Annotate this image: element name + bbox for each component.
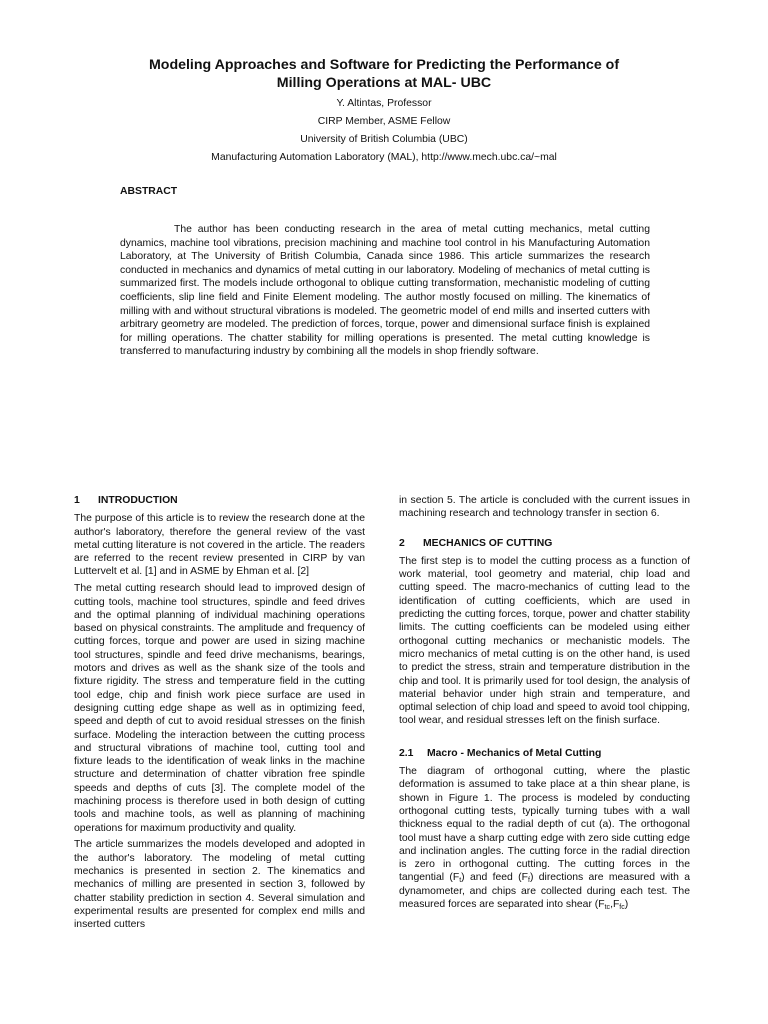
intro-paragraph-3-continued: in section 5. The article is concluded with the current issues in machining research and technology transfer in section 6. [399,495,690,520]
text-run: ) [624,899,629,911]
author-membership: CIRP Member, ASME Fellow [317,116,451,127]
section-2-title: MECHANICS OF CUTTING [423,537,553,549]
text-run: ,F [610,899,620,911]
macro-mechanics-paragraph-1 [399,765,690,911]
author-lab: Manufacturing Automation Laboratory (MAL), http://www.mech.ubc.ca/~mal [211,152,557,163]
intro-paragraph-2: The metal cutting research should lead to improved design of cutting tools, machine tool structures, spindle and feed drives and the optimal planning of individual machining operations based on physical constraints. The amplitude and frequency of cutting forces, torque and power are used in sizing machine tool structures, spindle and feed drive mechanisms, bearings, motors and drives as well as the shank size of the tools and fixture rigidity. The stress and temperature field in the cutting tool edge, chip and finish work piece surface are used in designing cutting edge shape as well as in optimizing feed, speed and depth of cut to avoid residual stresses on the finish surface. Modeling the interaction between the cutting process and structural vibrations of machine tool, cutting tool and fixture leads to the identification of weak links in the machine structure and determination of chatter vibration free spindle speeds and depths of cuts [3]. The complete model of the machining process is therefore used in both design of cutting tools and machine tools, as well as planning of machining operations for maximum productivity and quality. [74,583,365,834]
right-column [399,494,690,915]
text-run: The diagram of orthogonal cutting, where the plastic deformation is assumed to take place at a thin shear plane, is shown in Figure 1. The process is modeled by conducting orthogonal cutting tests, typically turning tubes with a wall thickness equal to the radial depth of cut (a). The orthogonal tool must have a sharp cutting edge with zero side cutting edge and inclination angles. The cutting force in the radial direction is zero in orthogonal cutting. The cutting forces in the tangential (F [399,766,690,884]
text-run: ) and feed (F [461,872,528,884]
left-column [74,494,365,935]
mechanics-paragraph-1: The first step is to model the cutting process as a function of work material, tool geometry and material, chip load and cutting speed. The macro-mechanics of cutting lead to the identification of cutting coefficients, which are used in predicting the cutting forces, torque, power and chatter stability limits. The cutting coefficients can be modeled using either orthogonal cutting mechanics or mechanistic models. The micro mechanics of metal cutting is on the other hand, is used to predict the stress, strain and temperature distribution in the chip and tool. It is primarily used for tool design, the analysis of material behavior under high strain and temperature, and optimal selection of chip load and speed to avoid tool chipping, tool wear, and residual stresses left on the finish surface. [399,555,690,727]
abstract-text: The author has been conducting research in the area of metal cutting mechanics, metal cutting dynamics, machine tool vibrations, precision machining and machine tool control in his Manufacturing Automation Laboratory, at The University of British Columbia, Canada since 1986. This article summarizes the research conducted in mechanics and dynamics of metal cutting in our laboratory. Modeling of mechanics of metal cutting is summarized first. The models include orthogonal to oblique cutting transformation, mechanistic modeling of cutting coefficients, slip line field and Finite Element modeling. The author mostly focused on milling. The kinematics of milling with and without structural vibrations is modeled. The geometric model of end mills and inserted cutters with arbitrary geometry are modeled. The prediction of forces, torque, power and dimensional surface finish is explained for milling operations. The chatter stability for milling operations is presented. The metal cutting knowledge is transferred to manufacturing industry by combining all the models in shop friendly software. [120,224,650,358]
section-1-title: INTRODUCTION [98,495,178,506]
author-name: Y. Altintas, Professor [336,98,432,109]
section-2-heading [399,537,690,550]
intro-paragraph-3: The article summarizes the models developed and adopted in the author's laboratory. The modeling of metal cutting mechanics is presented in section 2. The kinematics and mechanics of milling are presented in section 3, followed by chatter stability prediction in section 4. Several simulation and experimental results are presented for complex end mills and inserted cutters [74,839,365,931]
title-line-1: Modeling Approaches and Software for Predicting the Performance of [148,57,620,73]
author-affiliation: University of British Columbia (UBC) [300,134,468,145]
section-2-1-heading [399,747,690,760]
subscript-t: t [459,877,462,885]
section-1-heading [74,494,365,507]
title-line-2: Milling Operations at MAL- UBC [276,75,492,91]
intro-paragraph-1: The purpose of this article is to review the research done at the author's laboratory, therefore the general review of the vast metal cutting literature is not covered in the article. The readers are referred to the recent review presented in CIRP by van Luttervelt et al. [1] and in ASME by Ehman et al. [2] [74,513,365,578]
section-2-1-title: Macro - Mechanics of Metal Cutting [427,747,602,759]
section-1-number: 1 [74,495,80,506]
section-2-number: 2 [399,537,405,549]
section-2-1-number: 2.1 [399,747,414,759]
paper-title [110,56,658,92]
text-run: ) directions are measured with a dynamometer, and chips are collected during each test. The measured forces are separated into shear (F [399,872,690,911]
subscript-f: f [527,877,530,885]
abstract-heading: ABSTRACT [120,186,178,197]
subscript-tc: tc [604,904,611,912]
subscript-fc: fc [619,904,625,912]
